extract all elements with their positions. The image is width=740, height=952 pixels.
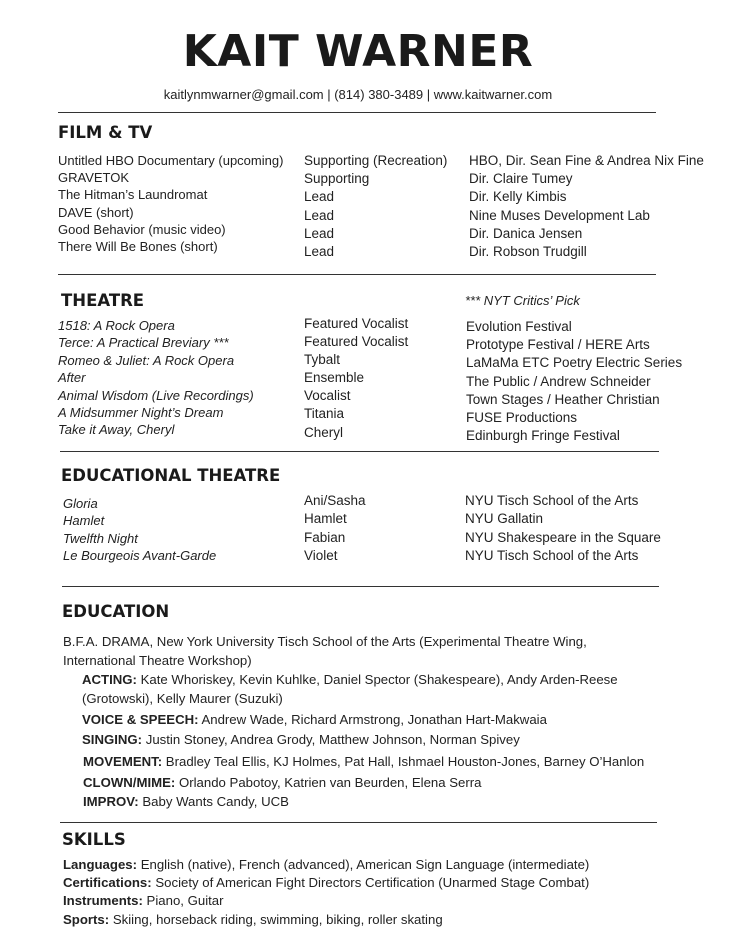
skill-text: Piano, Guitar [146,893,224,908]
film-credits-column [469,152,704,261]
skill-text: English (native), French (advanced), American Sign Language (intermediate) [140,857,590,872]
film-role: Supporting (Recreation) [304,153,448,168]
film-role: Lead [304,225,335,241]
film-title: GRAVETOK [58,170,130,186]
skill-text: Society of American Fight Directors Certification (Unarmed Stage Combat) [155,875,590,890]
film-credit: Dir. Robson Trudgill [469,244,587,260]
film-title: There Will Be Bones (short) [58,239,218,255]
theatre-title: Animal Wisdom (Live Recordings) [58,387,254,403]
section-heading-educational-theatre: EDUCATIONAL THEATRE [61,466,281,485]
divider [58,274,656,275]
skill-label: Certifications: [63,875,152,890]
theatre-venue: Town Stages / Heather Christian [466,391,660,407]
film-credit: Dir. Kelly Kimbis [469,189,567,205]
degree: B.F.A. DRAMA, New York University Tisch School of the Arts (Experimental Theatre Wing, International Theatre Workshop) [63,634,587,668]
training-movement [83,753,723,772]
divider [62,586,659,587]
training-label: ACTING: [82,672,137,687]
training-label: IMPROV: [83,794,139,809]
film-credit: Dir. Danica Jensen [469,225,583,241]
theatre-role: Vocalist [304,388,351,404]
film-role: Supporting [304,171,370,187]
skill-instruments [63,892,224,911]
divider [60,451,659,452]
theatre-title: A Midsummer Night’s Dream [58,405,224,421]
edu-theatre-title: Le Bourgeois Avant-Garde [63,548,217,564]
theatre-role: Ensemble [304,370,365,386]
theatre-venue: The Public / Andrew Schneider [466,373,651,389]
contact-line: kaitlynmwarner@gmail.com | (814) 380-3489 | www.kaitwarner.com [163,87,553,102]
skill-label: Sports: [63,912,110,927]
theatre-title: Take it Away, Cheryl [58,422,175,438]
film-title: Good Behavior (music video) [58,221,226,237]
section-heading-skills: SKILLS [62,830,126,849]
edu-theatre-venue: NYU Tisch School of the Arts [465,548,639,564]
theatre-title: Terce: A Practical Breviary *** [58,335,229,351]
film-role: Lead [304,244,335,260]
training-label: VOICE & SPEECH: [82,712,199,727]
theatre-role: Titania [304,406,345,422]
film-role: Lead [304,189,335,205]
film-titles-column [58,152,283,255]
edu-theatre-role: Ani/Sasha [304,493,366,508]
film-title: Untitled HBO Documentary (upcoming) [58,153,284,168]
training-text: Justin Stoney, Andrea Grody, Matthew Johnson, Norman Spivey [145,732,520,747]
training-clown-mime [83,774,683,793]
edu-theatre-role: Fabian [304,529,346,545]
training-improv [83,793,683,812]
training-label: CLOWN/MIME: [83,775,176,790]
skill-label: Instruments: [63,893,143,908]
edu-theatre-title: Hamlet [63,513,105,529]
theatre-venue: LaMaMa ETC Poetry Electric Series [466,355,683,371]
film-title: The Hitman’s Laundromat [58,187,208,203]
section-heading-education: EDUCATION [62,602,170,621]
training-singing [82,731,682,750]
theatre-role: Tybalt [304,352,341,368]
edu-theatre-roles-column [304,492,366,566]
theatre-venue: Edinburgh Fringe Festival [466,428,620,444]
theatre-venue: FUSE Productions [466,410,578,426]
theatre-venue: Prototype Festival / HERE Arts [466,337,650,353]
edu-theatre-venue: NYU Shakespeare in the Square [465,529,661,545]
film-role: Lead [304,207,335,223]
candidate-name: KAIT WARNER [182,26,534,77]
divider [58,112,656,113]
training-acting [82,671,657,708]
edu-theatre-title: Twelfth Night [63,530,138,546]
theatre-title: Romeo & Juliet: A Rock Opera [58,352,235,368]
edu-theatre-venue: NYU Gallatin [465,511,544,527]
theatre-role: Featured Vocalist [304,334,409,350]
film-credit: HBO, Dir. Sean Fine & Andrea Nix Fine [469,153,704,168]
training-text: Bradley Teal Ellis, KJ Holmes, Pat Hall, Ishmael Houston-Jones, Barney O’Hanlon [165,754,645,769]
section-heading-film-tv: FILM & TV [58,123,153,142]
theatre-venues-column [466,318,682,445]
theatre-roles-column [304,315,408,442]
theatre-role: Featured Vocalist [304,316,409,331]
theatre-venue: Evolution Festival [466,319,572,334]
skill-label: Languages: [63,857,138,872]
theatre-role: Cheryl [304,424,344,440]
edu-theatre-role: Hamlet [304,511,347,527]
theatre-title: After [58,370,86,386]
training-text: Baby Wants Candy, UCB [142,794,289,809]
training-text: Kate Whoriskey, Kevin Kuhlke, Daniel Spector (Shakespeare), Andy Arden-Reese (Grotowski), Kelly Maurer (Suzuki) [82,672,618,706]
training-voice-speech [82,711,682,730]
training-label: MOVEMENT: [83,754,163,769]
skill-certifications [63,874,589,893]
edu-theatre-venue: NYU Tisch School of the Arts [465,493,639,508]
training-text: Orlando Pabotoy, Katrien van Beurden, Elena Serra [178,775,482,790]
skill-text: Skiing, horseback riding, swimming, biking, roller skating [112,912,443,927]
skill-sports [63,911,443,930]
training-label: SINGING: [82,732,143,747]
divider [60,822,657,823]
film-credit: Nine Muses Development Lab [469,207,650,223]
theatre-titles-column [58,317,254,439]
film-credit: Dir. Claire Tumey [469,171,573,187]
film-title: DAVE (short) [58,204,134,220]
skill-languages [63,856,589,875]
critics-pick-note: *** NYT Critics’ Pick [465,293,580,308]
training-text: Andrew Wade, Richard Armstrong, Jonathan Hart-Makwaia [201,712,547,727]
edu-theatre-venues-column [465,492,661,566]
edu-theatre-title: Gloria [63,496,98,511]
edu-theatre-role: Violet [304,548,338,564]
edu-theatre-titles-column [63,495,216,565]
section-heading-theatre: THEATRE [61,291,145,310]
film-roles-column [304,152,447,261]
theatre-title: 1518: A Rock Opera [58,318,175,333]
